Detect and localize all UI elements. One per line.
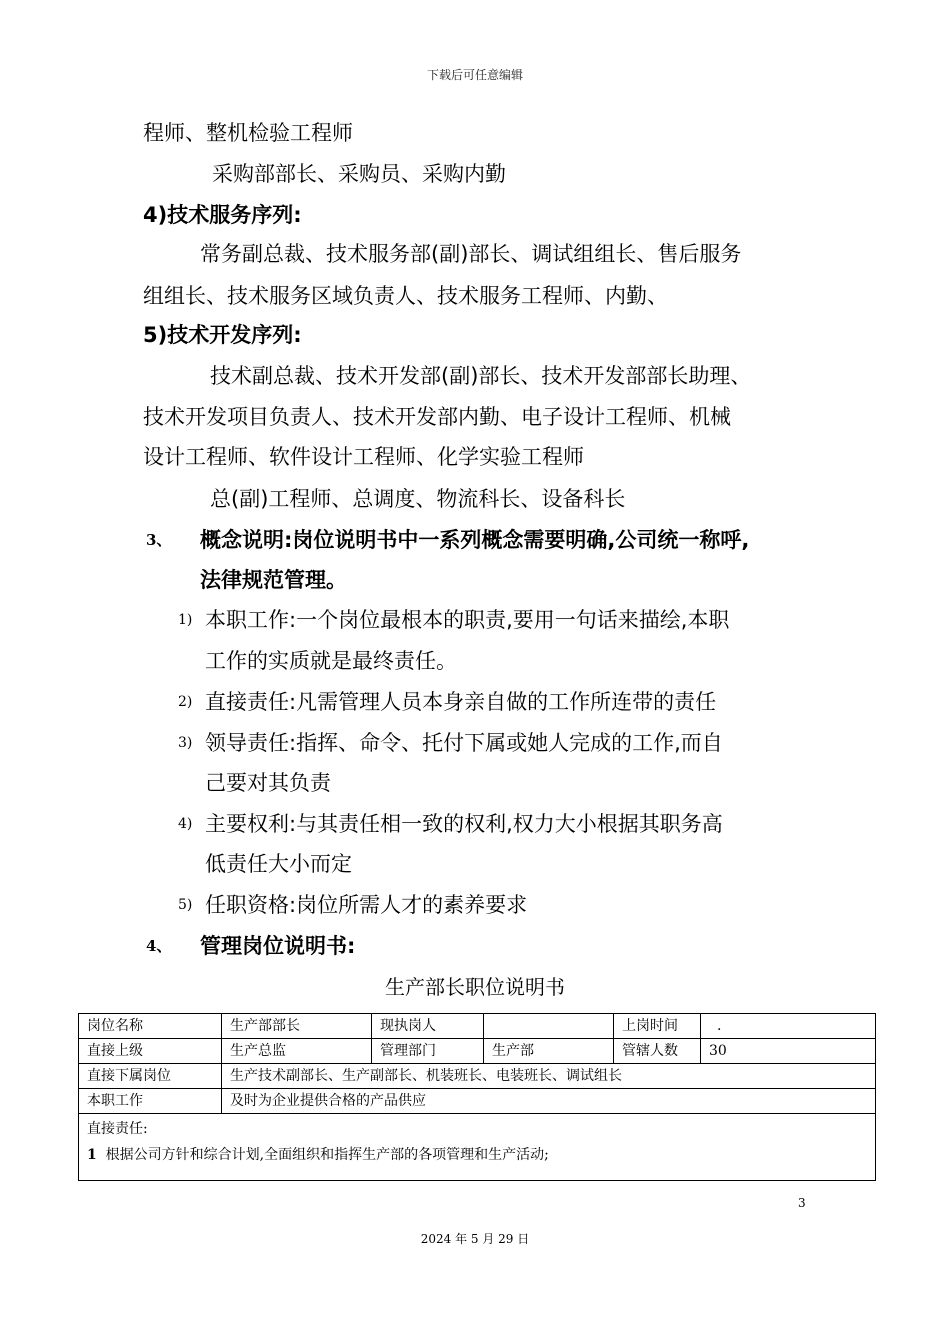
- footer-date: 2024 年 5 月 29 日: [420, 1232, 530, 1246]
- table-cell: .: [701, 1014, 876, 1039]
- list-number: 1): [178, 612, 193, 628]
- table-cell: 生产部: [484, 1039, 614, 1064]
- text-line: 技术副总裁、技术开发部(副)部长、技术开发部部长助理、: [210, 364, 752, 388]
- table-cell: 管辖人数: [614, 1039, 701, 1064]
- list-item: 任职资格:岗位所需人才的素养要求: [205, 893, 528, 917]
- section-heading: 概念说明:岗位说明书中一系列概念需要明确,公司统一称呼,: [200, 528, 750, 552]
- list-item: 主要权利:与其责任相一致的权利,权力大小根据其职务高: [205, 812, 723, 836]
- section-number: 4、: [146, 937, 172, 955]
- section-heading: 法律规范管理。: [200, 568, 347, 592]
- table-row: [79, 1114, 876, 1181]
- table-row: [79, 1039, 876, 1064]
- section-heading: 管理岗位说明书:: [200, 934, 356, 958]
- page-header: 下载后可任意编辑: [426, 68, 523, 82]
- list-number: 3): [178, 735, 193, 751]
- table-cell: 直接下属岗位: [79, 1064, 222, 1089]
- table-row: [79, 1064, 876, 1089]
- list-number: 2): [178, 694, 193, 710]
- text-line: 采购部部长、采购员、采购内勤: [212, 162, 506, 186]
- responsibility-item: [87, 1142, 867, 1168]
- table-row: [79, 1014, 876, 1039]
- text-line: 设计工程师、软件设计工程师、化学实验工程师: [143, 445, 584, 469]
- text-line: 常务副总裁、技术服务部(副)部长、调试组组长、售后服务: [200, 242, 742, 266]
- doc-title: 生产部长职位说明书: [385, 975, 565, 999]
- table-row: [79, 1089, 876, 1114]
- table-cell: 岗位名称: [79, 1014, 222, 1039]
- table-cell: 生产总监: [222, 1039, 372, 1064]
- list-item: 本职工作:一个岗位最根本的职责,要用一句话来描绘,本职: [205, 608, 730, 632]
- table-cell: 及时为企业提供合格的产品供应: [222, 1089, 876, 1114]
- section-number: 3、: [146, 531, 172, 549]
- table-cell: 生产技术副部长、生产副部长、机装班长、电装班长、调试组长: [222, 1064, 876, 1089]
- list-item: 己要对其负责: [205, 771, 331, 795]
- table-cell: 直接上级: [79, 1039, 222, 1064]
- text-line: 总(副)工程师、总调度、物流科长、设备科长: [210, 487, 626, 511]
- direct-responsibility-label: 直接责任:: [87, 1121, 148, 1137]
- list-item: 工作的实质就是最终责任。: [205, 649, 457, 673]
- table-cell: 本职工作: [79, 1089, 222, 1114]
- subsection-heading: 4)技术服务序列:: [143, 203, 302, 227]
- list-item: 低责任大小而定: [205, 852, 352, 876]
- list-number: 4): [178, 816, 193, 832]
- list-item: 领导责任:指挥、命令、托付下属或她人完成的工作,而自: [205, 731, 723, 755]
- text-line: 组组长、技术服务区域负责人、技术服务工程师、内勤、: [143, 284, 668, 308]
- table-cell: 生产部部长: [222, 1014, 372, 1039]
- text-line: 程师、整机检验工程师: [143, 121, 353, 145]
- table-cell: [484, 1014, 614, 1039]
- list-item: 直接责任:凡需管理人员本身亲自做的工作所连带的责任: [205, 690, 717, 714]
- item-text: 根据公司方针和综合计划,全面组织和指挥生产部的各项管理和生产活动;: [105, 1147, 549, 1163]
- table-cell: [79, 1114, 876, 1181]
- text-line: 技术开发项目负责人、技术开发部内勤、电子设计工程师、机械: [143, 405, 731, 429]
- page-number: 3: [798, 1196, 806, 1210]
- item-number: 1: [87, 1147, 97, 1163]
- table-cell: 30: [701, 1039, 876, 1064]
- table-cell: 现执岗人: [372, 1014, 484, 1039]
- job-description-table: [78, 1013, 876, 1181]
- table-cell: 上岗时间: [614, 1014, 701, 1039]
- table-cell: 管理部门: [372, 1039, 484, 1064]
- subsection-heading: 5)技术开发序列:: [143, 323, 302, 347]
- list-number: 5): [178, 897, 193, 913]
